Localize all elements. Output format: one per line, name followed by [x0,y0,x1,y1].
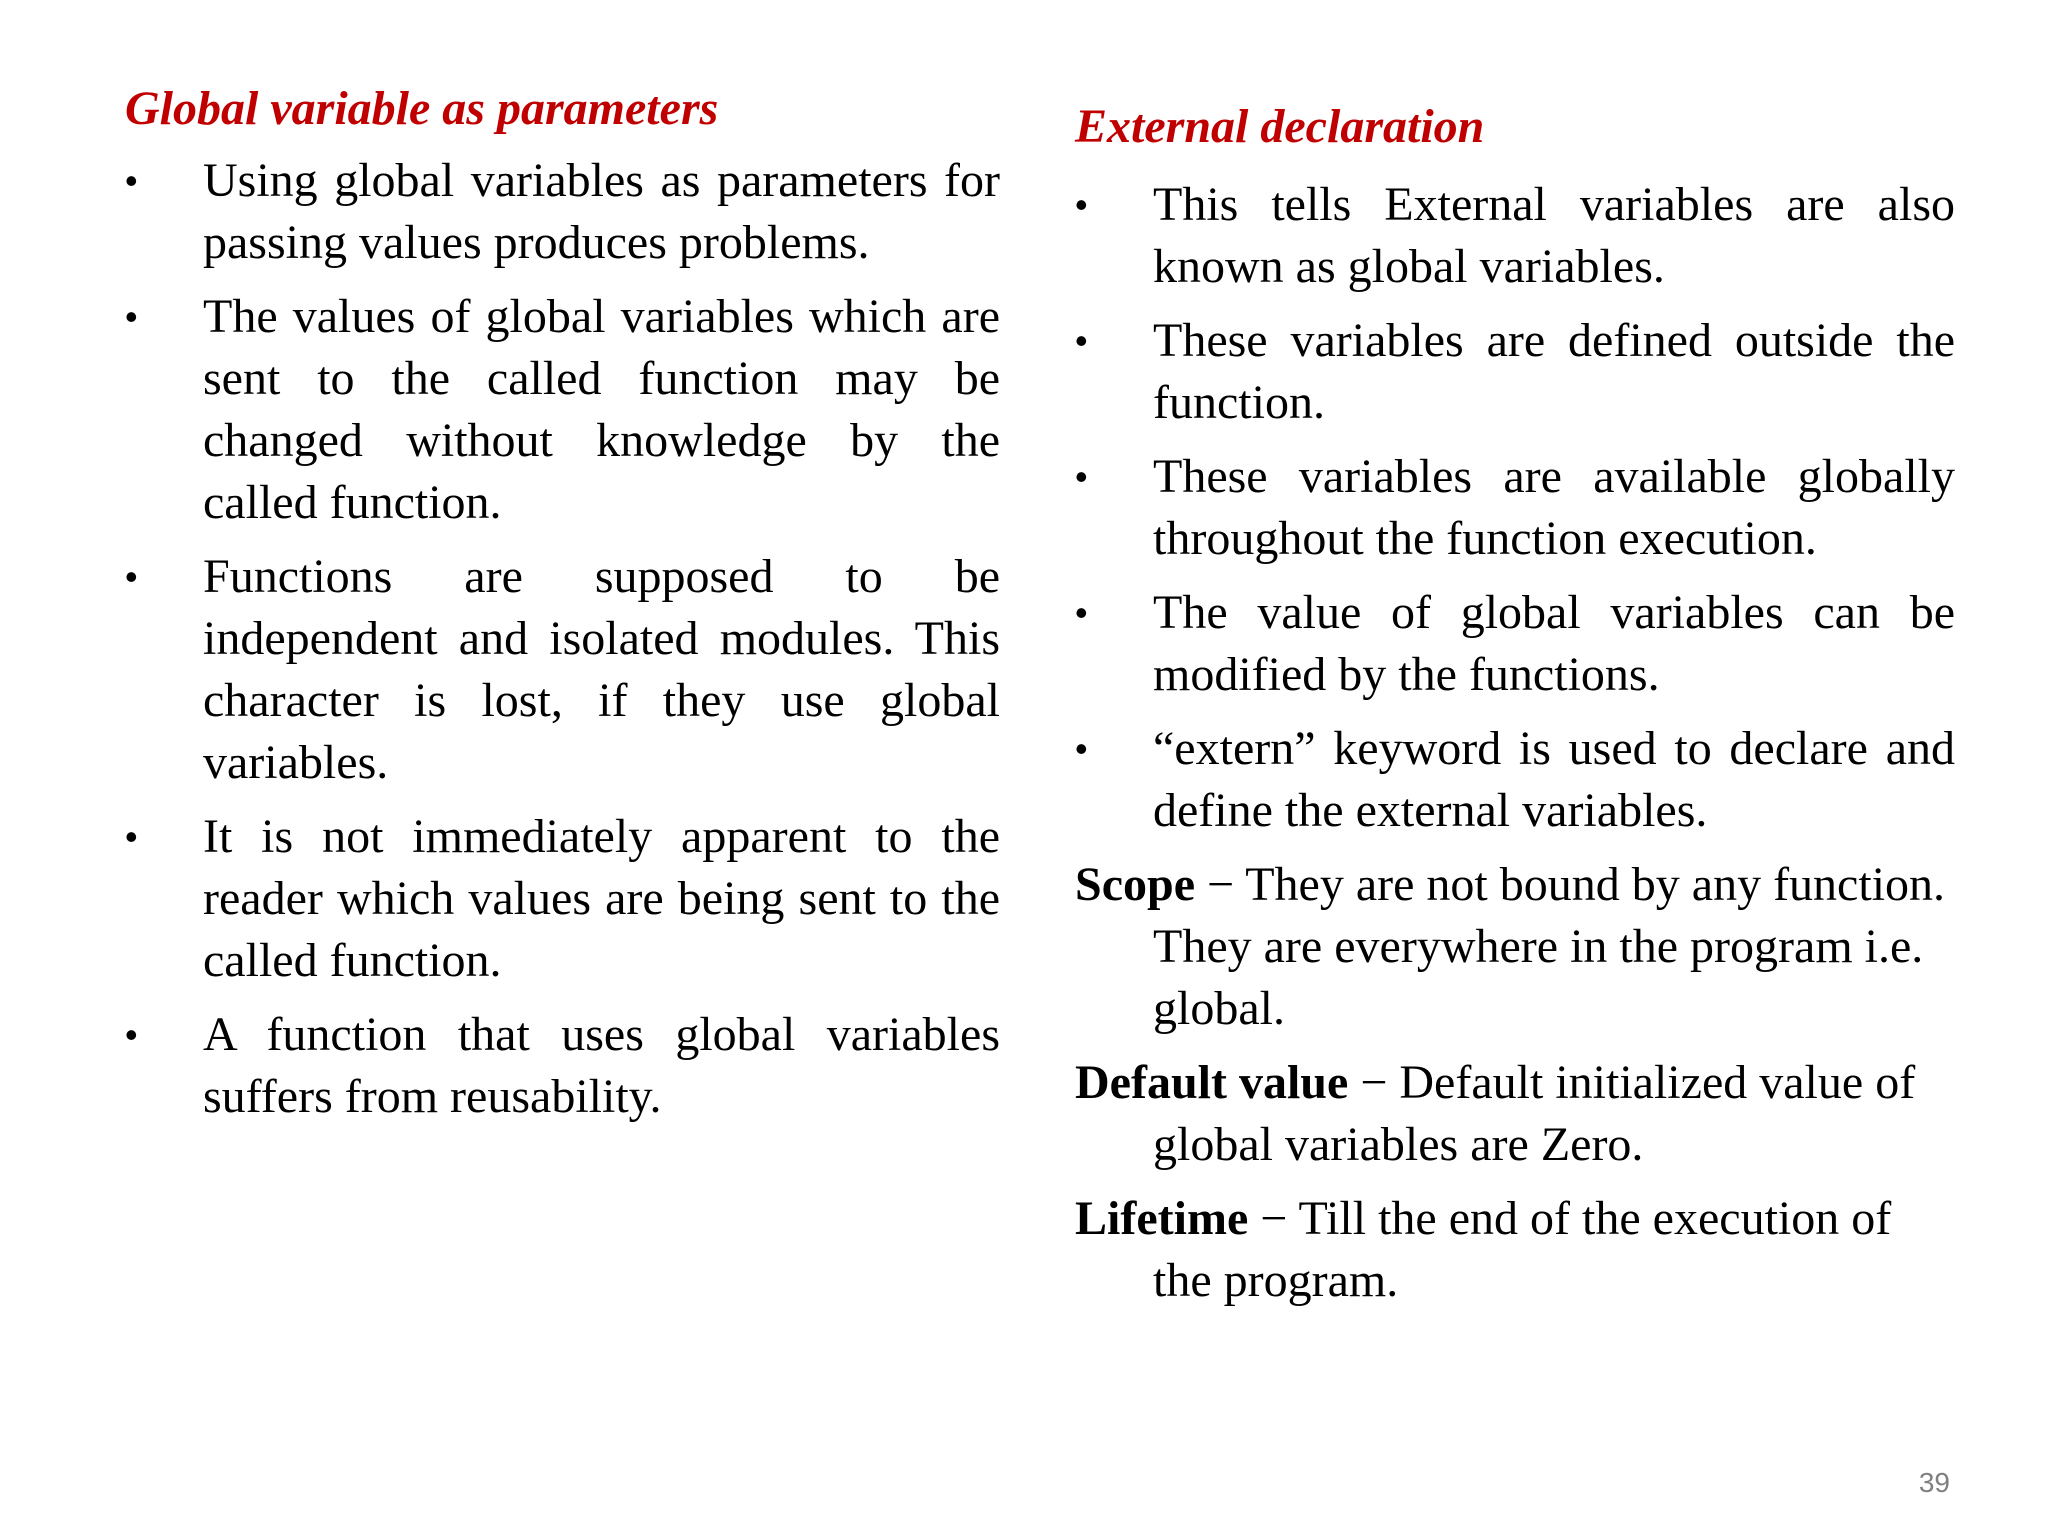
list-item [1075,310,1955,434]
term-separator: − [1348,1056,1400,1109]
list-item-text: “extern” keyword is used to declare and define the external variables. [1153,722,1955,837]
bullet-icon: • [125,296,138,337]
left-heading: Global variable as parameters [125,82,719,135]
bullet-icon: • [1075,728,1088,769]
list-item [1075,718,1955,842]
bullet-icon: • [1075,592,1088,633]
right-bullet-list [1075,174,1955,842]
list-item-text: These variables are defined outside the function. [1153,314,1955,429]
bullet-icon: • [125,160,138,201]
term-text: Default initialized value of global variables are Zero. [1153,1056,1916,1171]
page-number: 39 [1918,1467,1950,1498]
term-label: Default value [1075,1056,1349,1109]
list-item [125,286,1000,534]
list-item-text: These variables are available globally throughout the function execution. [1153,450,1955,565]
list-item [125,546,1000,794]
list-item-text: A function that uses global variables suffers from reusability. [203,1008,1000,1123]
scope-definition [1075,854,1955,1040]
term-text: Till the end of the execution of the program. [1153,1192,1892,1307]
list-item [1075,446,1955,570]
lifetime-definition [1075,1188,1955,1312]
list-item [1075,582,1955,706]
list-item-text: The values of global variables which are sent to the called function may be changed without knowledge by the called function. [203,290,1000,529]
list-item [125,150,1000,274]
left-bullet-list [125,150,1000,1128]
bullet-icon: • [125,556,138,597]
term-label: Scope [1075,858,1195,911]
list-item-text: It is not immediately apparent to the reader which values are being sent to the called function. [203,810,1000,987]
right-column [1075,96,1955,1324]
bullet-icon: • [1075,184,1088,225]
list-item [125,1004,1000,1128]
term-separator: − [1195,858,1246,911]
term-text: They are not bound by any function. They are everywhere in the program i.e. global. [1153,858,1946,1035]
list-item-text: Using global variables as parameters for passing values produces problems. [203,154,1000,269]
list-item [125,806,1000,992]
default-value-definition [1075,1052,1955,1176]
left-column [125,78,1000,1140]
list-item [1075,174,1955,298]
term-label: Lifetime [1075,1192,1249,1245]
bullet-icon: • [1075,456,1088,497]
term-separator: − [1248,1192,1299,1245]
bullet-icon: • [1075,320,1088,361]
list-item-text: The value of global variables can be modified by the functions. [1153,586,1955,701]
right-heading: External declaration [1075,100,1485,153]
bullet-icon: • [125,816,138,857]
list-item-text: This tells External variables are also known as global variables. [1153,178,1955,293]
bullet-icon: • [125,1014,138,1055]
list-item-text: Functions are supposed to be independent and isolated modules. This character is lost, if they use global variables. [203,550,1000,789]
